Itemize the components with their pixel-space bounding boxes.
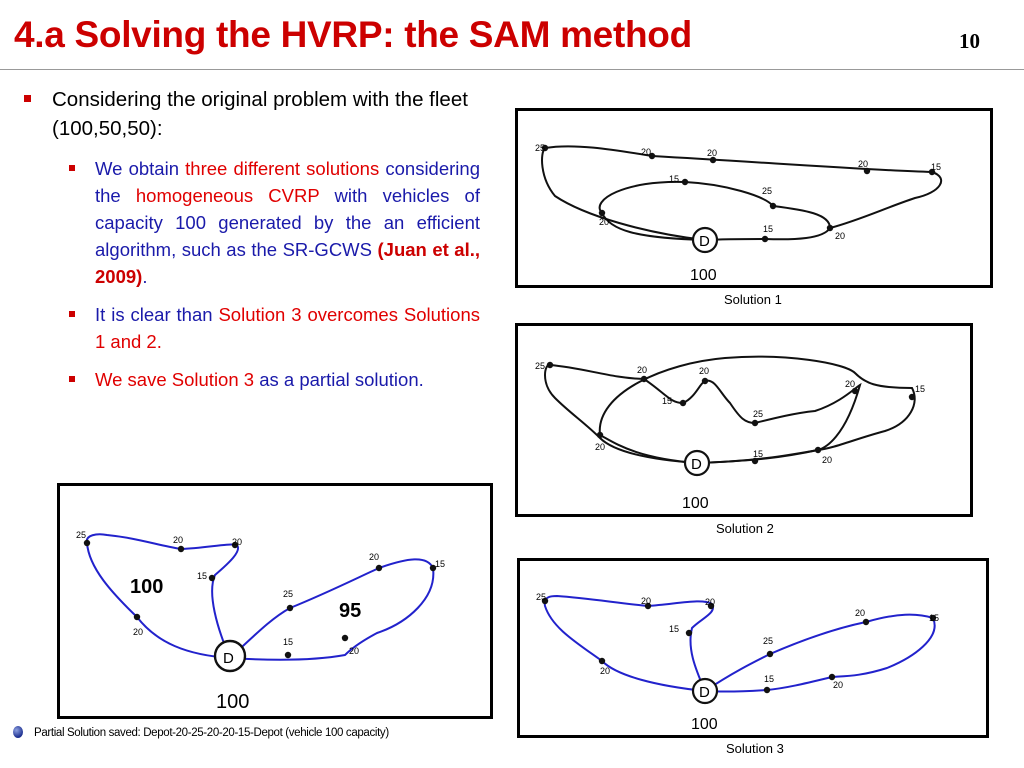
title-divider xyxy=(0,69,1024,70)
customer-node xyxy=(641,376,647,382)
demand-label: 25 xyxy=(762,186,773,196)
demand-label: 20 xyxy=(845,379,856,389)
sub-bullet-3 xyxy=(20,366,480,393)
demand-label: 15 xyxy=(662,396,673,406)
customer-node xyxy=(285,652,291,658)
demand-label: 25 xyxy=(535,361,546,371)
demand-label: 25 xyxy=(535,143,546,153)
demand-label: 20 xyxy=(641,596,652,606)
customer-node xyxy=(376,565,382,571)
customer-node xyxy=(815,447,821,453)
sub3-text-a: We save xyxy=(95,369,172,390)
customer-node xyxy=(178,546,184,552)
demand-label: 20 xyxy=(599,217,610,227)
demand-label: 20 xyxy=(133,627,144,637)
demand-label: 20 xyxy=(822,455,833,465)
citation: (Juan et al., 2009) xyxy=(95,239,481,287)
solution-3-caption: Solution 3 xyxy=(726,741,784,756)
customer-node xyxy=(752,420,758,426)
slide-title: 4.a Solving the HVRP: the SAM method xyxy=(14,14,692,55)
depot-label: D xyxy=(699,684,710,701)
demand-label: 20 xyxy=(595,442,606,452)
solution-2-diagram xyxy=(515,323,973,517)
solution-2-figure xyxy=(515,323,973,517)
sub-bullet-list xyxy=(20,155,480,393)
customer-node xyxy=(827,225,833,231)
sub1-text-a: We obtain xyxy=(95,158,186,179)
customer-node xyxy=(686,630,692,636)
solution-1-figure xyxy=(515,108,993,288)
bullet-main xyxy=(20,85,480,143)
partial-solution-figure xyxy=(57,483,493,719)
customer-node xyxy=(599,658,605,664)
depot-label: D xyxy=(223,650,234,667)
customer-node xyxy=(597,432,603,438)
solution-3-figure xyxy=(517,558,989,738)
demand-label: 20 xyxy=(641,147,652,157)
bullet-sphere-icon xyxy=(13,726,23,738)
partial-solution-note: Partial Solution saved: Depot-20-25-20-20-15-Depot (vehicle 100 capacity) xyxy=(34,727,389,739)
demand-label: 20 xyxy=(600,666,611,676)
solution-2-caption: Solution 2 xyxy=(716,521,774,536)
demand-label: 20 xyxy=(855,608,866,618)
solution-1-frame xyxy=(517,110,992,287)
customer-node xyxy=(342,635,348,641)
demand-label: 25 xyxy=(76,530,87,540)
customer-node xyxy=(702,378,708,384)
demand-label: 15 xyxy=(197,571,208,581)
demand-label: 15 xyxy=(764,674,775,684)
solution-3-diagram xyxy=(517,558,989,738)
demand-label: 15 xyxy=(915,384,926,394)
page-number: 10 xyxy=(959,29,980,53)
sub1-text-d: homogeneous CVRP xyxy=(135,185,320,206)
customer-node xyxy=(209,575,215,581)
demand-label: 15 xyxy=(929,613,940,623)
customer-node xyxy=(770,203,776,209)
demand-label: 20 xyxy=(699,366,710,376)
demand-label: 20 xyxy=(858,159,869,169)
solution-3-frame xyxy=(519,560,988,737)
demand-label: 15 xyxy=(763,224,774,234)
bullet-square-icon xyxy=(69,311,75,317)
capacity-label: 100 xyxy=(216,691,250,713)
demand-label: 25 xyxy=(536,592,547,602)
route-load-label: 100 xyxy=(130,576,164,598)
customer-node xyxy=(767,651,773,657)
sub1-text-e: with vehicles of capacity 100 generated by the an efficient algorithm, such as the SR-GCWS xyxy=(95,185,480,260)
demand-label: 20 xyxy=(833,680,844,690)
demand-label: 20 xyxy=(232,537,243,547)
route-load-label: 95 xyxy=(339,600,362,622)
sub-bullet-2 xyxy=(20,301,480,355)
bullet-main-text: Considering the original problem with the fleet (100,50,50): xyxy=(52,88,468,140)
demand-label: 15 xyxy=(669,624,680,634)
partial-solution-frame xyxy=(59,485,492,718)
depot-label: D xyxy=(691,456,702,473)
bullet-square-icon xyxy=(69,376,75,382)
demand-label: 15 xyxy=(435,559,446,569)
demand-label: 20 xyxy=(707,148,718,158)
solution-1-diagram xyxy=(515,108,993,288)
demand-label: 20 xyxy=(835,231,846,241)
customer-node xyxy=(762,236,768,242)
sub-bullet-1 xyxy=(20,155,480,290)
sub1-text-c: considering the xyxy=(95,158,480,206)
customer-node xyxy=(863,619,869,625)
bullet-square-icon xyxy=(69,165,75,171)
customer-node xyxy=(134,614,140,620)
sub1-text-b: three different solutions xyxy=(185,158,380,179)
sub1-text-g: . xyxy=(142,266,148,287)
demand-label: 25 xyxy=(283,589,294,599)
demand-label: 20 xyxy=(349,646,360,656)
demand-label: 25 xyxy=(763,636,774,646)
demand-label: 15 xyxy=(669,174,680,184)
customer-node xyxy=(909,394,915,400)
customer-node xyxy=(682,179,688,185)
sub3-text-b: Solution 3 xyxy=(171,369,255,390)
capacity-label: 100 xyxy=(691,716,718,733)
demand-label: 20 xyxy=(369,552,380,562)
demand-label: 15 xyxy=(283,637,294,647)
bullet-list xyxy=(20,85,480,404)
demand-label: 20 xyxy=(637,365,648,375)
sub2-text-b: Solution 3 overcomes Solutions 1 and 2. xyxy=(95,304,480,352)
demand-label: 15 xyxy=(931,162,942,172)
sub3-text-c: as a partial solution. xyxy=(254,369,424,390)
demand-label: 20 xyxy=(173,535,184,545)
partial-solution-diagram xyxy=(57,483,493,719)
customer-node xyxy=(764,687,770,693)
capacity-label: 100 xyxy=(690,267,717,284)
demand-label: 15 xyxy=(753,449,764,459)
customer-node xyxy=(547,362,553,368)
bullet-square-icon xyxy=(24,95,31,102)
demand-label: 20 xyxy=(705,597,716,607)
customer-node xyxy=(84,540,90,546)
demand-label: 25 xyxy=(753,409,764,419)
depot-label: D xyxy=(699,233,710,250)
capacity-label: 100 xyxy=(682,495,709,512)
solution-1-caption: Solution 1 xyxy=(724,292,782,307)
sub2-text-a: It is clear than xyxy=(95,304,219,325)
customer-node xyxy=(680,400,686,406)
customer-node xyxy=(599,210,605,216)
customer-node xyxy=(287,605,293,611)
